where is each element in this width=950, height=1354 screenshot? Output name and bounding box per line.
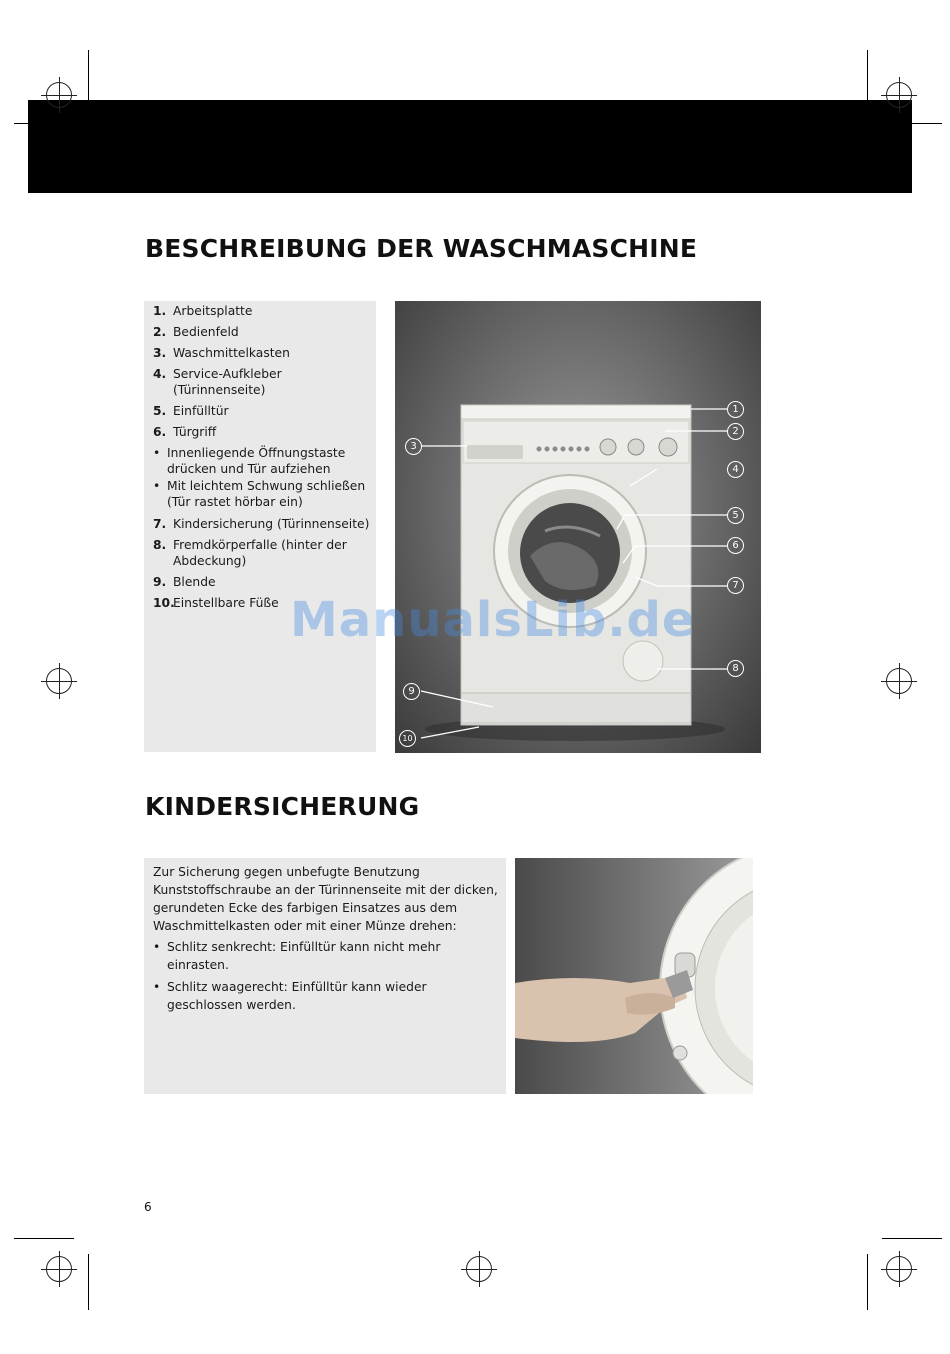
- child-lock-illustration: [515, 858, 753, 1094]
- registration-mark: [46, 82, 72, 108]
- child-lock-paragraph: Zur Sicherung gegen unbefugte Benutzung Kunststoffschraube an der Türinnenseite mit der dicken, gerundeten Ecke des farbigen Einsatzes aus dem Waschmittelkasten oder mit einer Münze drehen:: [153, 865, 498, 933]
- registration-mark: [46, 668, 72, 694]
- crop-mark: [867, 50, 868, 100]
- item-number: 5.: [153, 404, 167, 418]
- section-title-child-lock: KINDERSICHERUNG: [145, 792, 420, 821]
- parts-list-item: [153, 324, 375, 340]
- bullet-dot: •: [153, 446, 161, 460]
- item-number: 1.: [153, 304, 167, 318]
- washing-machine-illustration: [395, 301, 761, 753]
- registration-mark: [466, 1256, 492, 1282]
- page-number: 6: [144, 1200, 152, 1214]
- parts-list-item: [153, 403, 375, 419]
- header-bar: [28, 100, 912, 193]
- item-text: Bedienfeld: [173, 325, 239, 339]
- item-number: 10.: [153, 596, 175, 610]
- item-number: 4.: [153, 367, 167, 381]
- item-number: 2.: [153, 325, 167, 339]
- parts-list-bullet: [153, 445, 375, 477]
- item-text: Arbeitsplatte: [173, 304, 253, 318]
- crop-mark: [14, 1238, 74, 1239]
- parts-list-item: [153, 537, 375, 569]
- item-text: Einfülltür: [173, 404, 229, 418]
- item-number: 7.: [153, 517, 167, 531]
- child-lock-photo: [515, 858, 753, 1094]
- parts-list-item: [153, 366, 375, 398]
- bullet-text: Innenliegende Öffnungstaste drücken und Tür aufziehen: [167, 446, 346, 476]
- parts-list-bullet: [153, 478, 375, 510]
- crop-mark: [867, 1254, 868, 1310]
- crop-mark: [882, 1238, 942, 1239]
- callout-5: 5: [727, 507, 744, 524]
- item-number: 8.: [153, 538, 167, 552]
- item-text: Service-Aufkleber (Türinnenseite): [173, 367, 282, 397]
- child-lock-bullet: • Schlitz senkrecht: Einfülltür kann nicht mehr einrasten.: [153, 940, 441, 972]
- parts-list-item: [153, 303, 375, 319]
- item-text: Blende: [173, 575, 216, 589]
- child-lock-bullet: • Schlitz waagerecht: Einfülltür kann wieder geschlossen werden.: [153, 980, 427, 1012]
- callout-7: 7: [727, 577, 744, 594]
- item-text: Kindersicherung (Türinnenseite): [173, 517, 370, 531]
- watermark: ManualsLib.de: [290, 592, 696, 648]
- item-number: 9.: [153, 575, 167, 589]
- parts-list-item: [153, 574, 375, 590]
- item-text: Einstellbare Füße: [173, 596, 279, 610]
- callout-9: 9: [403, 683, 420, 700]
- callout-2: 2: [727, 423, 744, 440]
- item-text: Türgriff: [173, 425, 217, 439]
- section-title-description: BESCHREIBUNG DER WASCHMASCHINE: [145, 234, 698, 263]
- item-text: Fremdkörperfalle (hinter der Abdeckung): [173, 538, 347, 568]
- registration-mark: [46, 1256, 72, 1282]
- parts-list-item: [153, 424, 375, 440]
- crop-mark: [14, 123, 28, 124]
- callout-1: 1: [727, 401, 744, 418]
- bullet-dot: •: [153, 479, 161, 493]
- parts-list-item: [153, 516, 375, 532]
- item-number: 6.: [153, 425, 167, 439]
- item-text: Waschmittelkasten: [173, 346, 290, 360]
- child-lock-text: [153, 863, 503, 1015]
- crop-mark: [88, 50, 89, 100]
- parts-list-item: [153, 345, 375, 361]
- callout-8: 8: [727, 660, 744, 677]
- callout-6: 6: [727, 537, 744, 554]
- callout-4: 4: [727, 461, 744, 478]
- parts-list: [153, 303, 375, 616]
- item-number: 3.: [153, 346, 167, 360]
- crop-mark: [912, 123, 942, 124]
- callout-3: 3: [405, 438, 422, 455]
- callout-10: 10: [399, 730, 416, 747]
- registration-mark: [886, 668, 912, 694]
- bullet-text: Mit leichtem Schwung schließen (Tür rastet hörbar ein): [167, 479, 366, 509]
- washing-machine-photo: [395, 301, 761, 753]
- registration-mark: [886, 82, 912, 108]
- crop-mark: [88, 1254, 89, 1310]
- registration-mark: [886, 1256, 912, 1282]
